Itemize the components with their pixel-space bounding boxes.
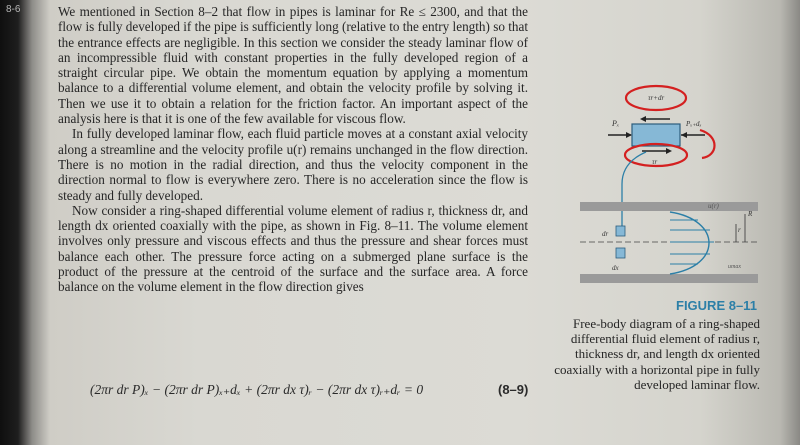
- pressure-right-arrowhead: [681, 132, 687, 138]
- label-dx: dx: [612, 264, 619, 272]
- red-arc-right: [700, 130, 715, 158]
- paragraph-2: In fully developed laminar flow, each fluid particle moves at a constant axial velocity along a streamline and the velocity profile u(r) remains unchanged in the flow direction. There is no motion in the radial direction, and thus the velocity component in the direction normal to flow is everywhere zero. There is no acceleration since the flow is steady and fully developed.: [58, 126, 528, 203]
- label-ur: u(r): [708, 202, 719, 210]
- label-tau-bottom: τr: [652, 158, 658, 166]
- free-body-diagram: [560, 78, 760, 293]
- pressure-left-arrowhead: [626, 132, 632, 138]
- shear-bottom-arrowhead: [666, 148, 672, 154]
- paragraph-1: We mentioned in Section 8–2 that flow in pipes is laminar for Re ≤ 2300, and that the flow is fully developed if the pipe is sufficiently long (relative to the entry length) so that the entrance effects are negligible. In this section we consider the steady laminar flow of an incompressible fluid with constant properties in the fully developed region of a straight circular pipe. We obtain the momentum equation by applying a momentum balance to a differential volume element, and obtain the velocity profile by solving it. Then we use it to obtain a relation for the friction factor. An important aspect of the analysis here is that it is one of the few available for viscous flow.: [58, 4, 528, 127]
- velocity-arrows: [670, 220, 714, 264]
- equation: (2πr dr P)ₓ − (2πr dr P)ₓ₊dₓ + (2πr dx τ)ᵣ − (2πr dx τ)ᵣ₊dᵣ = 0: [90, 382, 424, 397]
- figure-diagram: [560, 78, 760, 293]
- figure-caption: Free-body diagram of a ring-shaped differential fluid element of radius r, thickness dr, and length dx oriented coaxially with a horizontal pipe in fully developed laminar flow.: [554, 316, 760, 392]
- label-tau-top: τr+dr: [648, 94, 665, 102]
- label-r: r: [738, 226, 741, 234]
- label-p-left: Pₓ: [612, 119, 620, 128]
- label-R: R: [748, 210, 753, 218]
- ring-element-top: [616, 226, 625, 236]
- velocity-profile: [670, 212, 709, 274]
- paragraph-3: Now consider a ring-shaped differential volume element of radius r, thickness dr, and length dx oriented coaxially with the pipe, as shown in Fig. 8–11. The volume element involves only pressure and viscous effects and thus the pressure and shear forces must balance each other. The pressure force acting on a submerged plane surface is the product of the pressure at the centroid of the surface and the surface area. A force balance on the volume element in the flow direction gives: [58, 202, 528, 295]
- figure-label: FIGURE 8–11: [676, 298, 757, 313]
- shear-top-arrowhead: [640, 116, 646, 122]
- equation-number: (8–9): [498, 382, 529, 397]
- margin-tag: 8-6: [6, 4, 21, 15]
- body-text: [58, 4, 528, 295]
- pipe-wall-bottom: [580, 274, 758, 283]
- pipe-wall-top: [580, 202, 758, 211]
- volume-element-box: [632, 124, 680, 146]
- ring-element-bottom: [616, 248, 625, 258]
- label-p-right: Pₓ₊dₓ: [686, 120, 702, 128]
- label-umax: umax: [728, 264, 741, 270]
- label-dr: dr: [602, 230, 609, 238]
